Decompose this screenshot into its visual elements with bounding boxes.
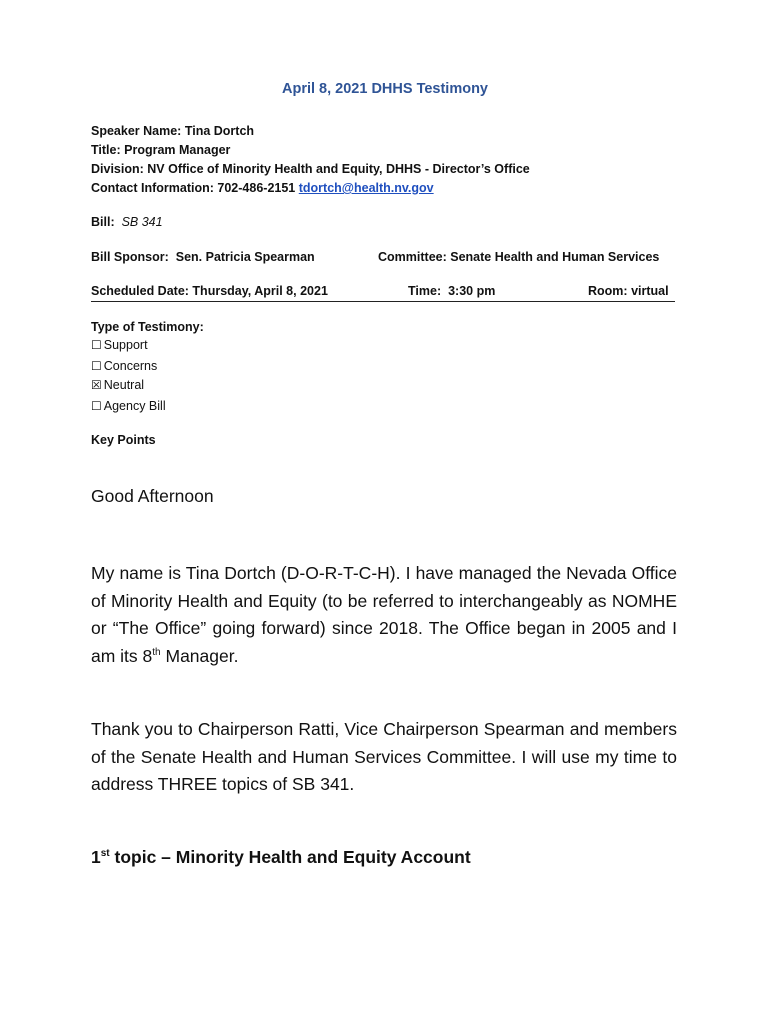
sponsor-line xyxy=(91,248,315,267)
contact-label: Contact Information: xyxy=(91,181,214,195)
intro-text: My name is Tina Dortch (D-O-R-T-C-H). I have managed the Nevada Office of Minority Health and Equity (to be referred to interchangeably as NOMHE or “The Office” going forward) since 2018. The Office began in 2005 and I am its 8 xyxy=(91,563,677,666)
checkbox-label: Neutral xyxy=(103,378,145,392)
contact-line xyxy=(91,179,434,198)
committee-line xyxy=(378,248,659,267)
room xyxy=(588,284,669,298)
key-points-heading: Key Points xyxy=(91,433,156,447)
title-label: Title: xyxy=(91,143,121,157)
committee-label: Committee: xyxy=(378,250,447,264)
speaker-name: Tina Dortch xyxy=(184,124,255,138)
time xyxy=(408,284,495,298)
checked-checkbox-icon: ☒ xyxy=(91,378,102,392)
topic-heading xyxy=(91,847,471,868)
speaker-label: Speaker Name: xyxy=(91,124,182,138)
intro-text-end: Manager. xyxy=(160,645,239,666)
bill-label: Bill: xyxy=(91,215,115,229)
topic-text: topic – Minority Health and Equity Account xyxy=(109,847,471,867)
time-value: 3:30 pm xyxy=(448,284,496,298)
room-label: Room: xyxy=(588,284,628,298)
testimony-type-label: Type of Testimony: xyxy=(91,320,204,334)
intro-paragraph xyxy=(91,560,677,670)
sponsor-name: Sen. Patricia Spearman xyxy=(175,250,315,264)
checkbox-label: Concerns xyxy=(103,359,158,373)
bill-line xyxy=(91,213,163,232)
intro-superscript: th xyxy=(152,646,161,658)
scheduled-date xyxy=(91,284,328,298)
greeting: Good Afternoon xyxy=(91,486,214,506)
topic-superscript: st xyxy=(100,848,110,860)
bill-number: SB 341 xyxy=(121,215,163,229)
division-label: Division: xyxy=(91,162,144,176)
scheduled-value: Thursday, April 8, 2021 xyxy=(192,284,328,298)
division-line xyxy=(91,160,530,179)
checkbox-icon: ☐ xyxy=(91,399,102,413)
checkbox-icon: ☐ xyxy=(91,338,102,352)
checkbox-neutral[interactable] xyxy=(91,375,144,395)
contact-phone: 702-486-2151 xyxy=(217,181,296,195)
scheduled-label: Scheduled Date: xyxy=(91,284,189,298)
title-line xyxy=(91,141,230,160)
job-title: Program Manager xyxy=(124,143,231,157)
contact-email-link[interactable]: tdortch@health.nv.gov xyxy=(298,181,434,195)
checkbox-support[interactable] xyxy=(91,335,148,355)
room-value: virtual xyxy=(631,284,669,298)
checkbox-icon: ☐ xyxy=(91,359,102,373)
checkbox-label: Agency Bill xyxy=(103,399,166,413)
time-label: Time: xyxy=(408,284,442,298)
checkbox-agency-bill[interactable] xyxy=(91,396,166,416)
schedule-row xyxy=(91,284,675,302)
checkbox-concerns[interactable] xyxy=(91,356,157,376)
committee-name: Senate Health and Human Services xyxy=(450,250,660,264)
checkbox-label: Support xyxy=(103,338,148,352)
division-name: NV Office of Minority Health and Equity, DHHS - Director’s Office xyxy=(147,162,530,176)
thanks-paragraph: Thank you to Chairperson Ratti, Vice Chairperson Spearman and members of the Senate Health and Human Services Committee. I will use my time to address THREE topics of SB 341. xyxy=(91,719,677,794)
speaker-line xyxy=(91,122,254,141)
sponsor-label: Bill Sponsor: xyxy=(91,250,169,264)
document-title: April 8, 2021 DHHS Testimony xyxy=(281,81,489,97)
topic-number: 1 xyxy=(91,847,101,867)
